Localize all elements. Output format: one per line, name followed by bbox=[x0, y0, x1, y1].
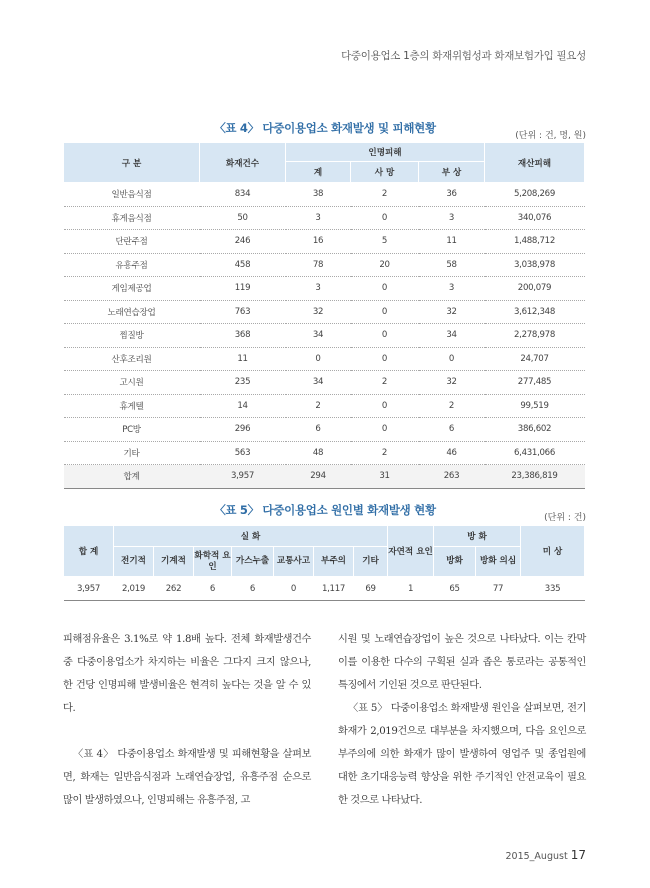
table4-cell: 0 bbox=[351, 347, 419, 371]
table4-cell: 6 bbox=[419, 418, 485, 442]
table5-unit: (단위 : 건) bbox=[544, 513, 586, 523]
table4-row-label: 고시원 bbox=[64, 371, 200, 395]
table4-row-label: 찜질방 bbox=[64, 324, 200, 348]
table4-cell: 0 bbox=[419, 347, 485, 371]
table5 bbox=[63, 525, 585, 601]
table4-title: 〈표 4〉 다중이용업소 화재발생 및 피해현황 bbox=[214, 121, 436, 135]
table5-header-other: 기타 bbox=[354, 547, 388, 577]
table4-header-fires: 화재건수 bbox=[200, 143, 286, 183]
table4-cell: 11 bbox=[419, 230, 485, 254]
table5-header-chemical: 화학적 요인 bbox=[194, 547, 232, 577]
table4-cell: 48 bbox=[286, 441, 351, 465]
table4-row bbox=[64, 347, 585, 371]
table5-header-arson-group: 방 화 bbox=[434, 526, 521, 547]
table4-row bbox=[64, 394, 585, 418]
table5-title: 〈표 5〉 다중이용업소 원인별 화재발생 현황 bbox=[214, 503, 436, 517]
table4-cell: 458 bbox=[200, 253, 286, 277]
table4-cell: 6,431,066 bbox=[485, 441, 585, 465]
table4-cell: 2 bbox=[286, 394, 351, 418]
table5-cell: 2,019 bbox=[114, 577, 154, 601]
table4-row-label: 산후조리원 bbox=[64, 347, 200, 371]
table4-cell: 246 bbox=[200, 230, 286, 254]
table4-cell: 34 bbox=[286, 324, 351, 348]
table5-cell: 3,957 bbox=[64, 577, 114, 601]
table4-cell: 3 bbox=[286, 206, 351, 230]
table4-row-label: 유흥주점 bbox=[64, 253, 200, 277]
body-paragraph: 〈표 5〉 다중이용업소 화재발생 원인을 살펴보면, 전기화재가 2,019건으로 대부분을 차지했으며, 다음 요인으로 부주의에 의한 화재가 많이 발생하여 영업주 및 종업원에 대한 초기대응능력 향상을 위한 주기적인 안전교육이 필요한 것으로 나타났다. bbox=[338, 703, 586, 806]
table4-cell: 38 bbox=[286, 183, 351, 207]
table4-cell: 32 bbox=[419, 300, 485, 324]
table5-cell: 1,117 bbox=[314, 577, 354, 601]
page-number: 17 bbox=[570, 848, 586, 862]
table4-row-label: PC방 bbox=[64, 418, 200, 442]
table4-cell: 0 bbox=[351, 324, 419, 348]
table4-cell: 46 bbox=[419, 441, 485, 465]
table5-cell: 335 bbox=[521, 577, 585, 601]
table4-cell: 763 bbox=[200, 300, 286, 324]
table5-cell: 69 bbox=[354, 577, 388, 601]
table4-row bbox=[64, 324, 585, 348]
table4-header-property: 재산피해 bbox=[485, 143, 585, 183]
table4-cell: 0 bbox=[351, 206, 419, 230]
table4-row bbox=[64, 465, 585, 489]
body-paragraph: 피해점유율은 3.1%로 약 1.8배 높다. 전체 화재발생건수 중 다중이용업소가 차지하는 비율은 그다지 크지 않으나, 한 건당 인명피해 발생비율은 현격히 높다는 것을 알 수 있다. bbox=[63, 634, 311, 714]
table4-cell: 11 bbox=[200, 347, 286, 371]
table4-cell: 6 bbox=[286, 418, 351, 442]
table5-header-traffic: 교통사고 bbox=[274, 547, 314, 577]
table4-cell: 78 bbox=[286, 253, 351, 277]
table4-cell: 5,208,269 bbox=[485, 183, 585, 207]
table5-header-mechanical: 기계적 bbox=[154, 547, 194, 577]
table4-header-category: 구 분 bbox=[64, 143, 200, 183]
table5-header-arson: 방화 bbox=[434, 547, 476, 577]
table4-cell: 386,602 bbox=[485, 418, 585, 442]
running-head: 다중이용업소 1층의 화재위험성과 화재보험가입 필요성 bbox=[341, 50, 586, 62]
table4-cell: 368 bbox=[200, 324, 286, 348]
table4-header-deaths: 사 망 bbox=[351, 162, 419, 183]
table5-header-total: 합 계 bbox=[64, 526, 114, 577]
table4-row bbox=[64, 206, 585, 230]
page-footer bbox=[506, 848, 587, 862]
table4-cell: 0 bbox=[351, 300, 419, 324]
table5-cell: 6 bbox=[232, 577, 274, 601]
table4-cell: 0 bbox=[286, 347, 351, 371]
body-paragraph: 시원 및 노래연습장업이 높은 것으로 나타났다. 이는 칸막이를 이용한 다수의 구획된 실과 좁은 통로라는 공통적인 특징에서 기인된 것으로 판단된다. bbox=[338, 634, 586, 691]
table4-cell: 3,612,348 bbox=[485, 300, 585, 324]
table4-row-label: 기타 bbox=[64, 441, 200, 465]
table4-unit: (단위 : 건, 명, 원) bbox=[515, 131, 586, 141]
table4-cell: 32 bbox=[419, 371, 485, 395]
body-column-left bbox=[63, 628, 311, 812]
table4-row bbox=[64, 371, 585, 395]
table5-header-natural: 자연적 요인 bbox=[388, 526, 434, 577]
table4-cell: 32 bbox=[286, 300, 351, 324]
table5-header-unknown: 미 상 bbox=[521, 526, 585, 577]
table4-cell: 0 bbox=[351, 394, 419, 418]
table5-cell: 262 bbox=[154, 577, 194, 601]
table4-cell: 263 bbox=[419, 465, 485, 489]
table4-header-casualties: 인명피해 bbox=[286, 143, 485, 162]
table4-row bbox=[64, 230, 585, 254]
issue-label: 2015_August bbox=[505, 851, 568, 862]
table4-cell: 0 bbox=[351, 418, 419, 442]
table5-cell: 0 bbox=[274, 577, 314, 601]
table4-cell: 2 bbox=[351, 441, 419, 465]
table4-row bbox=[64, 418, 585, 442]
table4 bbox=[63, 142, 585, 489]
table5-cell: 77 bbox=[476, 577, 521, 601]
table4-header-total: 계 bbox=[286, 162, 351, 183]
table4-cell: 563 bbox=[200, 441, 286, 465]
table5-cell: 1 bbox=[388, 577, 434, 601]
table4-cell: 340,076 bbox=[485, 206, 585, 230]
table4-cell: 3,957 bbox=[200, 465, 286, 489]
table4-cell: 277,485 bbox=[485, 371, 585, 395]
body-paragraph: 〈표 4〉 다중이용업소 화재발생 및 피해현황을 살펴보면, 화재는 일반음식점과 노래연습장업, 유흥주점 순으로 많이 발생하였으나, 인명피해는 유흥주점, 고 bbox=[63, 749, 311, 806]
table4-cell: 14 bbox=[200, 394, 286, 418]
table5-cell: 65 bbox=[434, 577, 476, 601]
table4-row-label: 합계 bbox=[64, 465, 200, 489]
table4-cell: 235 bbox=[200, 371, 286, 395]
table4-cell: 99,519 bbox=[485, 394, 585, 418]
table4-row-label: 노래연습장업 bbox=[64, 300, 200, 324]
table5-header-accidental: 실 화 bbox=[114, 526, 388, 547]
table4-cell: 2 bbox=[419, 394, 485, 418]
table4-cell: 2 bbox=[351, 371, 419, 395]
table4-cell: 50 bbox=[200, 206, 286, 230]
table4-cell: 34 bbox=[286, 371, 351, 395]
table4-row bbox=[64, 277, 585, 301]
table4-row bbox=[64, 253, 585, 277]
table5-row bbox=[64, 577, 585, 601]
table4-cell: 3,038,978 bbox=[485, 253, 585, 277]
table4-cell: 200,079 bbox=[485, 277, 585, 301]
table4-cell: 0 bbox=[351, 277, 419, 301]
body-column-right bbox=[338, 628, 586, 812]
table4-cell: 31 bbox=[351, 465, 419, 489]
table4-cell: 834 bbox=[200, 183, 286, 207]
table5-header-electrical: 전기적 bbox=[114, 547, 154, 577]
table4-cell: 3 bbox=[419, 277, 485, 301]
table4-cell: 3 bbox=[286, 277, 351, 301]
table4-cell: 23,386,819 bbox=[485, 465, 585, 489]
table4-cell: 58 bbox=[419, 253, 485, 277]
table5-header-arson-suspected: 방화 의심 bbox=[476, 547, 521, 577]
table4-cell: 296 bbox=[200, 418, 286, 442]
table4-cell: 2,278,978 bbox=[485, 324, 585, 348]
table4-cell: 16 bbox=[286, 230, 351, 254]
table4-cell: 24,707 bbox=[485, 347, 585, 371]
table4-cell: 1,488,712 bbox=[485, 230, 585, 254]
table4-cell: 119 bbox=[200, 277, 286, 301]
table4-cell: 3 bbox=[419, 206, 485, 230]
table4-row-label: 휴게텔 bbox=[64, 394, 200, 418]
table5-cell: 6 bbox=[194, 577, 232, 601]
table5-header-carelessness: 부주의 bbox=[314, 547, 354, 577]
table4-row bbox=[64, 300, 585, 324]
table4-row-label: 휴게음식점 bbox=[64, 206, 200, 230]
table4-cell: 294 bbox=[286, 465, 351, 489]
table4-body bbox=[64, 183, 585, 489]
table4-cell: 5 bbox=[351, 230, 419, 254]
table4-row-label: 일반음식점 bbox=[64, 183, 200, 207]
table4-row bbox=[64, 441, 585, 465]
table5-header-gas: 가스누출 bbox=[232, 547, 274, 577]
table4-cell: 36 bbox=[419, 183, 485, 207]
table4-row-label: 단란주점 bbox=[64, 230, 200, 254]
table4-cell: 34 bbox=[419, 324, 485, 348]
table4-cell: 2 bbox=[351, 183, 419, 207]
table4-cell: 20 bbox=[351, 253, 419, 277]
table4-row-label: 게임제공업 bbox=[64, 277, 200, 301]
table4-row bbox=[64, 183, 585, 207]
table4-header-injuries: 부 상 bbox=[419, 162, 485, 183]
